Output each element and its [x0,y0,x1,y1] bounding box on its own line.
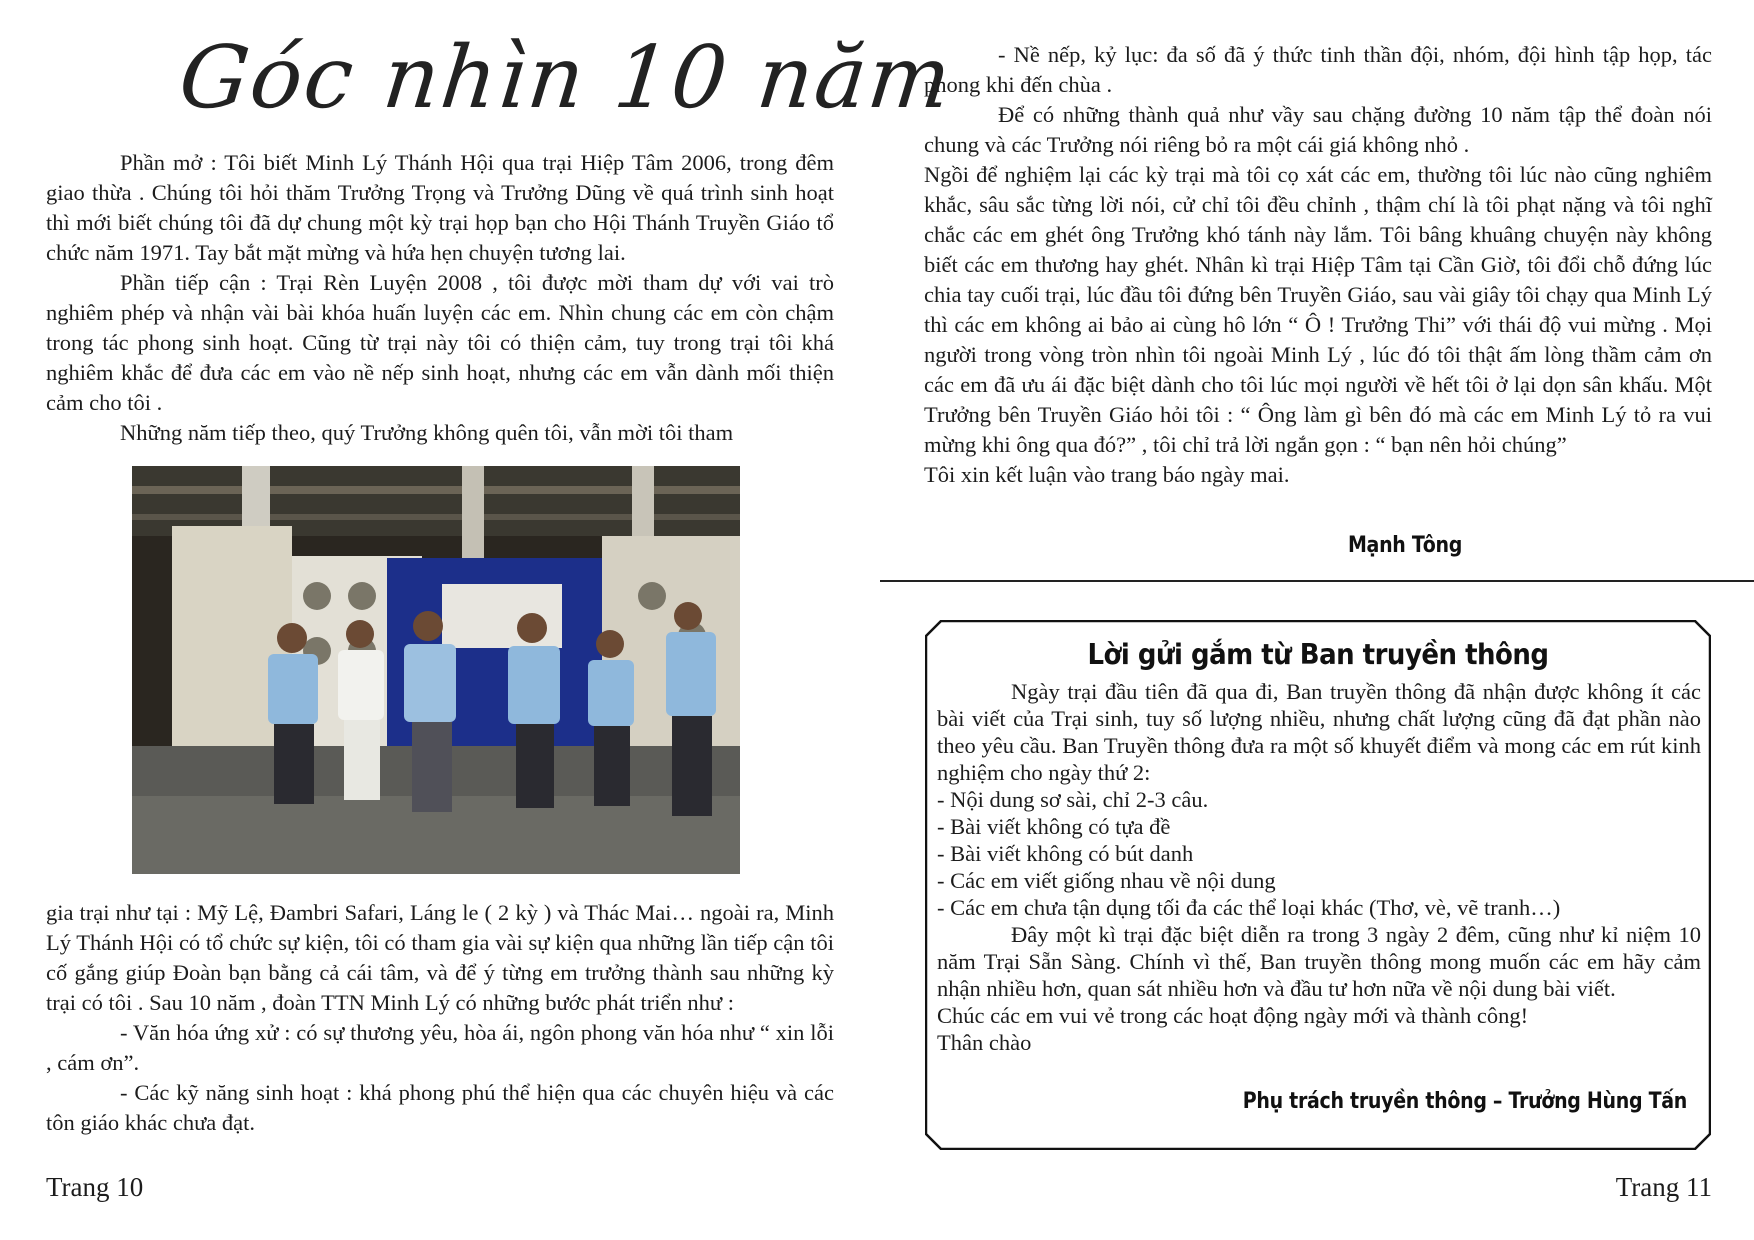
notice-item: - Các em viết giống nhau về nội dung [937,868,1276,893]
paragraph-conclusion: Tôi xin kết luận vào trang báo ngày mai. [924,462,1290,487]
notice-item: - Bài viết không có tựa đề [937,814,1171,839]
notice-signature: Phụ trách truyền thông – Trưởng Hùng Tấn [1242,1088,1687,1114]
paragraph-camps: gia trại như tại : Mỹ Lệ, Đambri Safari, Láng le ( 2 kỳ ) và Thác Mai… ngoài ra, Minh Lý Thánh Hội có tổ chức sự kiện, tôi có tham gia vài sự kiện qua những lần tiếp cận tôi cố gắng giúp Đoàn bạn bằng cả cái tâm, và để ý từng em trưởng thành sau những kỳ trại có tôi . Sau 10 năm , đoàn TTN Minh Lý có những bước phát triển như : [46,900,834,1015]
paragraph-discipline: - Nề nếp, kỷ lục: đa số đã ý thức tinh thần đội, nhóm, đội hình tập họp, tác phong khi đến chùa . [924,42,1712,97]
notice-greeting: Thân chào [937,1030,1032,1055]
paragraph-achievements: Để có những thành quả như vầy sau chặng đường 10 năm tập thể đoàn nói chung và các Trưởng nói riêng bỏ ra một cái giá không nhỏ . [924,102,1712,157]
paragraph-intro: Phần mở : Tôi biết Minh Lý Thánh Hội qua trại Hiệp Tâm 2006, trong đêm giao thừa . Chúng tôi hỏi thăm Trưởng Trọng và Trưởng Dũng về quá trình sinh hoạt thì mới biết chúng tôi đã dự chung một kỳ trại họp bạn cho Hội Thánh Truyền Giáo tổ chức năm 1971. Tay bắt mặt mừng và hứa hẹn chuyện tương lai. [46,150,834,265]
page-number-left: Trang 10 [46,1172,144,1202]
article-body-bottom [46,898,834,1138]
notice-body [937,678,1701,1056]
section-divider [880,580,1754,582]
article-body-top [46,148,834,448]
page-number-right: Trang 11 [1615,1172,1712,1202]
notice-title: Lời gửi gắm từ Ban truyền thông [1087,638,1549,672]
paragraph-following-years: Những năm tiếp theo, quý Trưởng không quên tôi, vẫn mời tôi tham [120,420,734,445]
notice-item: - Bài viết không có bút danh [937,841,1194,866]
article-title: Góc nhìn 10 năm [174,28,958,128]
paragraph-reflection: Ngồi để nghiệm lại các kỳ trại mà tôi cọ xát các em, thường tôi lúc nào cũng nghiêm khắc, sâu sắc từng lời nói, cử chỉ tôi đều chỉnh , thậm chí là tôi phạt nặng và tôi nghĩ chắc các em ghét ông Trưởng khó tánh này lắm. Tôi bâng khuâng chuyện này không biết các em thương hay ghét. Nhân kì trại Hiệp Tâm tại Cần Giờ, tôi đổi chỗ đứng lúc chia tay cuối trại, lúc đầu tôi đứng bên Truyền Giáo, sau vài giây tôi chạy qua Minh Lý thì các em không ai bảo ai cùng hô lớn “ Ô ! Trưởng Thi” với thái độ vui mừng . Mọi người trong vòng tròn nhìn tôi ngoài Minh Lý , lúc đó tôi thật ấm lòng thầm cảm ơn các em đã ưu ái đặc biệt dành cho tôi lúc mọi người về hết tôi ở lại dọn sân khấu. Một Trưởng bên Truyền Giáo hỏi tôi : “ Ông làm gì bên đó mà các em Minh Lý tỏ ra vui mừng khi ông qua đó?” , tôi chỉ trả lời ngắn gọn : “ bạn nên hỏi chúng” [924,162,1712,457]
event-photo [132,466,740,874]
notice-item: - Nội dung sơ sài, chỉ 2-3 câu. [937,787,1209,812]
notice-closing: Đây một kì trại đặc biệt diễn ra trong 3 ngày 2 đêm, cũng như kỉ niệm 10 năm Trại Sẵn Sàng. Chính vì thế, Ban truyền thông mong muốn các em hãy cảm nhận nhiều hơn, quan sát nhiều hơn và đầu tư hơn nữa về nội dung bài viết. [937,922,1701,1001]
notice-wish: Chúc các em vui vẻ trong các hoạt động ngày mới và thành công! [937,1003,1529,1028]
article-author: Mạnh Tông [1347,532,1462,558]
paragraph-skills: - Các kỹ năng sinh hoạt : khá phong phú thể hiện qua các chuyên hiệu và các tôn giáo khác chưa đạt. [46,1080,834,1135]
paragraph-approach: Phần tiếp cận : Trại Rèn Luyện 2008 , tôi được mời tham dự với vai trò nghiêm phép và nhận vài bài khóa huấn luyện các em. Nhìn chung các em còn chậm trong tác phong sinh hoạt. Cũng từ trại này tôi có thiện cảm, tuy trong trại tôi khá nghiêm khắc để đưa các em vào nề nếp sinh hoạt, nhưng các em vẫn dành mối thiện cảm cho tôi . [46,270,834,415]
article-continuation [924,40,1712,490]
notice-intro: Ngày trại đầu tiên đã qua đi, Ban truyền thông đã nhận được không ít các bài viết của Trại sinh, tuy số lượng nhiều, nhưng chất lượng cũng đã đạt phần nào theo yêu cầu. Ban Truyền thông đưa ra một số khuyết điểm và mong các em rút kinh nghiệm cho ngày thứ 2: [937,679,1701,785]
media-notice-box [925,620,1711,1150]
paragraph-culture: - Văn hóa ứng xử : có sự thương yêu, hòa ái, ngôn phong văn hóa như “ xin lỗi , cám ơn”. [46,1020,834,1075]
notice-item: - Các em chưa tận dụng tối đa các thể loại khác (Thơ, vè, vẽ tranh…) [937,895,1561,920]
